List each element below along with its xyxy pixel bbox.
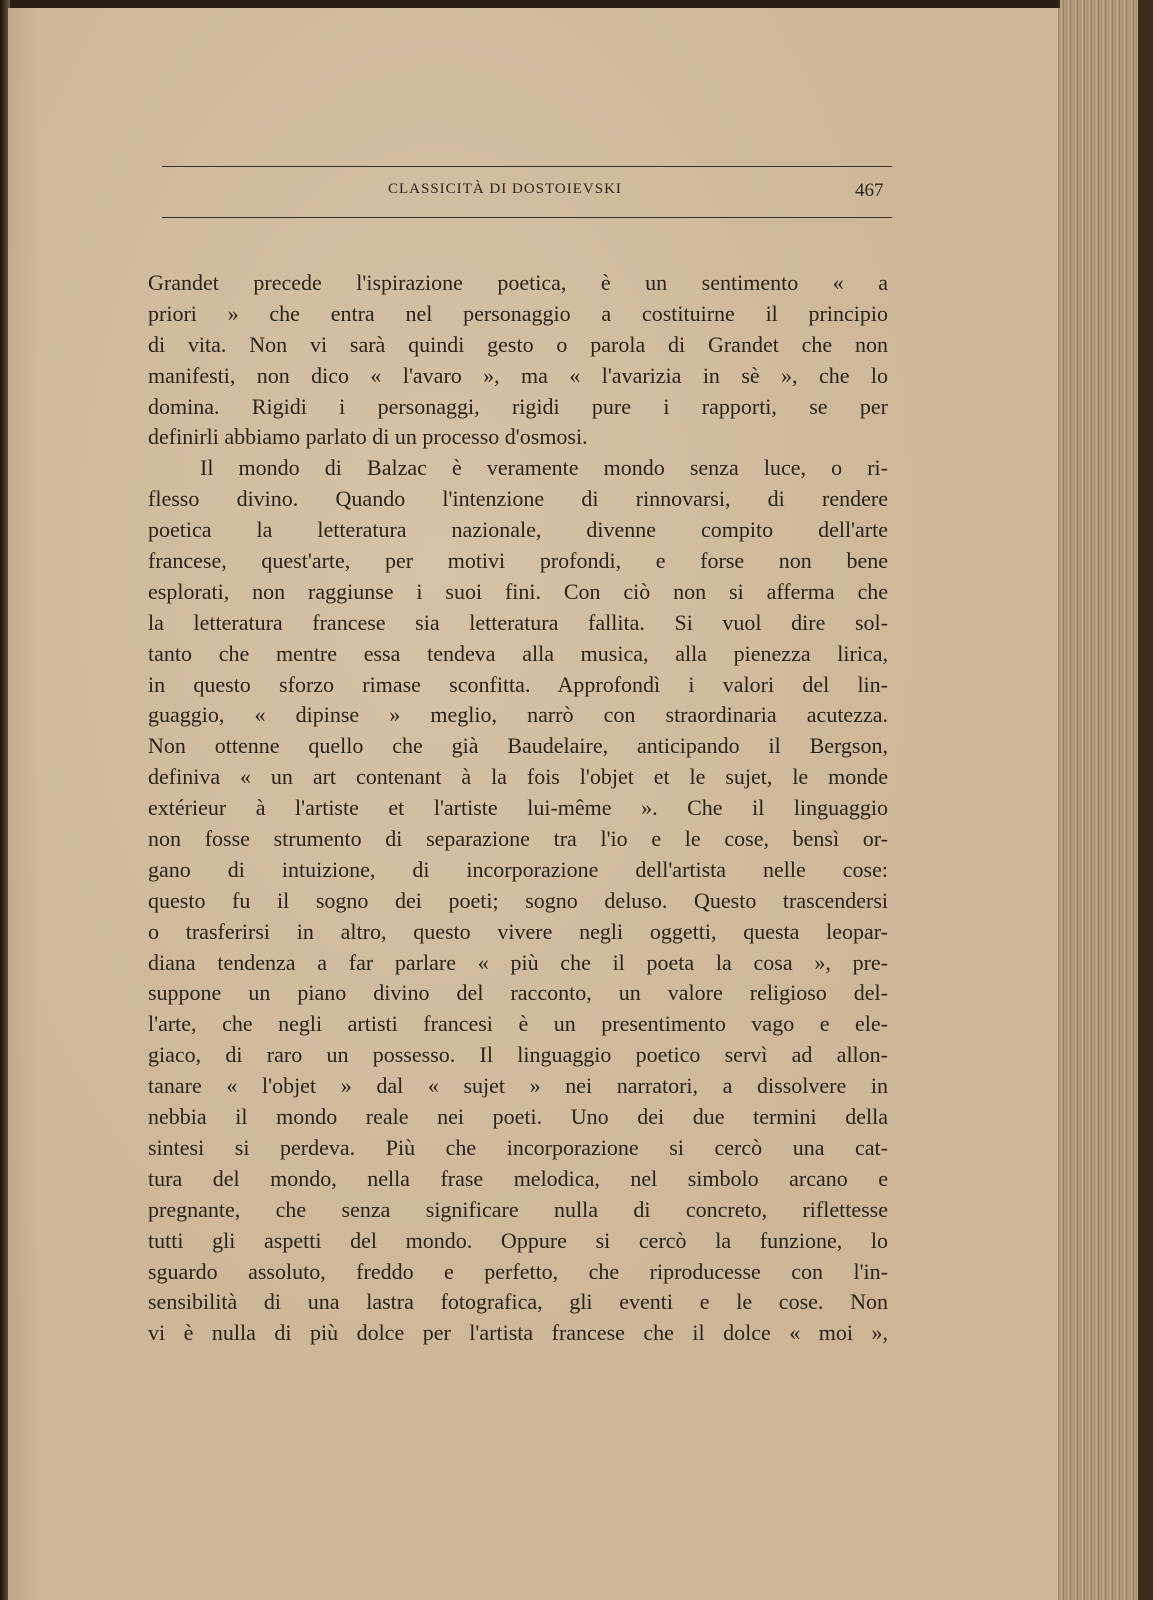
text-line: di vita. Non vi sarà quindi gesto o parola di Grandet che non [148, 331, 888, 357]
running-head-title: CLASSICITÀ DI DOSTOIEVSKI [388, 181, 622, 197]
text-line: la letteratura francese sia letteratura fallita. Si vuol dire sol- [148, 609, 888, 635]
text-line: esplorati, non raggiunse i suoi fini. Con ciò non si afferma che [148, 578, 888, 604]
text-line: sintesi si perdeva. Più che incorporazione si cercò una cat- [148, 1134, 888, 1160]
text-line: sguardo assoluto, freddo e perfetto, che riproducesse con l'in- [148, 1258, 888, 1284]
text-line: definirli abbiamo parlato di un processo d'osmosi. [148, 424, 588, 450]
text-line: flesso divino. Quando l'intenzione di rinnovarsi, di rendere [148, 486, 888, 512]
text-line: vi è nulla di più dolce per l'artista francese che il dolce « moi », [148, 1320, 888, 1346]
text-line: manifesti, non dico « l'avaro », ma « l'avarizia in sè », che lo [148, 362, 888, 388]
text-line: giaco, di raro un possesso. Il linguaggio poetico servì ad allon- [148, 1042, 888, 1068]
page-number: 467 [855, 180, 884, 201]
text-line: sensibilità di una lastra fotografica, gli eventi e le cose. Non [148, 1289, 888, 1315]
text-line: non fosse strumento di separazione tra l'io e le cose, bensì or- [148, 826, 888, 852]
header-rule-top [162, 166, 892, 167]
text-line: priori » che entra nel personaggio a costituirne il principio [148, 300, 888, 326]
text-line: diana tendenza a far parlare « più che il poeta la cosa », pre- [148, 949, 888, 975]
text-line: Non ottenne quello che già Baudelaire, anticipando il Bergson, [148, 733, 888, 759]
text-line: definiva « un art contenant à la fois l'objet et le sujet, le monde [148, 764, 888, 790]
text-line: tanare « l'objet » dal « sujet » nei narratori, a dissolvere in [148, 1073, 888, 1099]
text-line: tura del mondo, nella frase melodica, nel simbolo arcano e [148, 1165, 888, 1191]
text-line: Grandet precede l'ispirazione poetica, è un sentimento « a [148, 270, 888, 295]
text-line: nebbia il mondo reale nei poeti. Uno dei due termini della [148, 1104, 888, 1130]
text-line: domina. Rigidi i personaggi, rigidi pure i rapporti, se per [148, 393, 888, 419]
text-line: pregnante, che senza significare nulla di concreto, riflettesse [148, 1196, 888, 1222]
text-line: l'arte, che negli artisti francesi è un presentimento vago e ele- [148, 1011, 888, 1037]
text-line: extérieur à l'artiste et l'artiste lui-même ». Che il linguaggio [148, 795, 888, 821]
book-cover-edge [1138, 0, 1153, 1600]
paragraph-start-line: Il mondo di Balzac è veramente mondo senza luce, o ri- [200, 455, 888, 481]
text-line: tutti gli aspetti del mondo. Oppure si cercò la funzione, lo [148, 1227, 888, 1253]
text-line: suppone un piano divino del racconto, un valore religioso del- [148, 980, 888, 1006]
text-line: tanto che mentre essa tendeva alla musica, alla pienezza lirica, [148, 640, 888, 666]
header-rule-bottom [162, 217, 892, 218]
text-line: in questo sforzo rimase sconfitta. Approfondì i valori del lin- [148, 671, 888, 697]
text-line: o trasferirsi in altro, questo vivere negli oggetti, questa leopar- [148, 918, 888, 944]
text-line: questo fu il sogno dei poeti; sogno deluso. Questo trascendersi [148, 887, 888, 913]
body-text [148, 268, 888, 1349]
text-line: francese, quest'arte, per motivi profondi, e forse non bene [148, 548, 888, 574]
text-line: poetica la letteratura nazionale, divenne compito dell'arte [148, 517, 888, 543]
text-line: gano di intuizione, di incorporazione dell'artista nelle cose: [148, 856, 888, 882]
text-line: guaggio, « dipinse » meglio, narrò con straordinaria acutezza. [148, 702, 888, 728]
